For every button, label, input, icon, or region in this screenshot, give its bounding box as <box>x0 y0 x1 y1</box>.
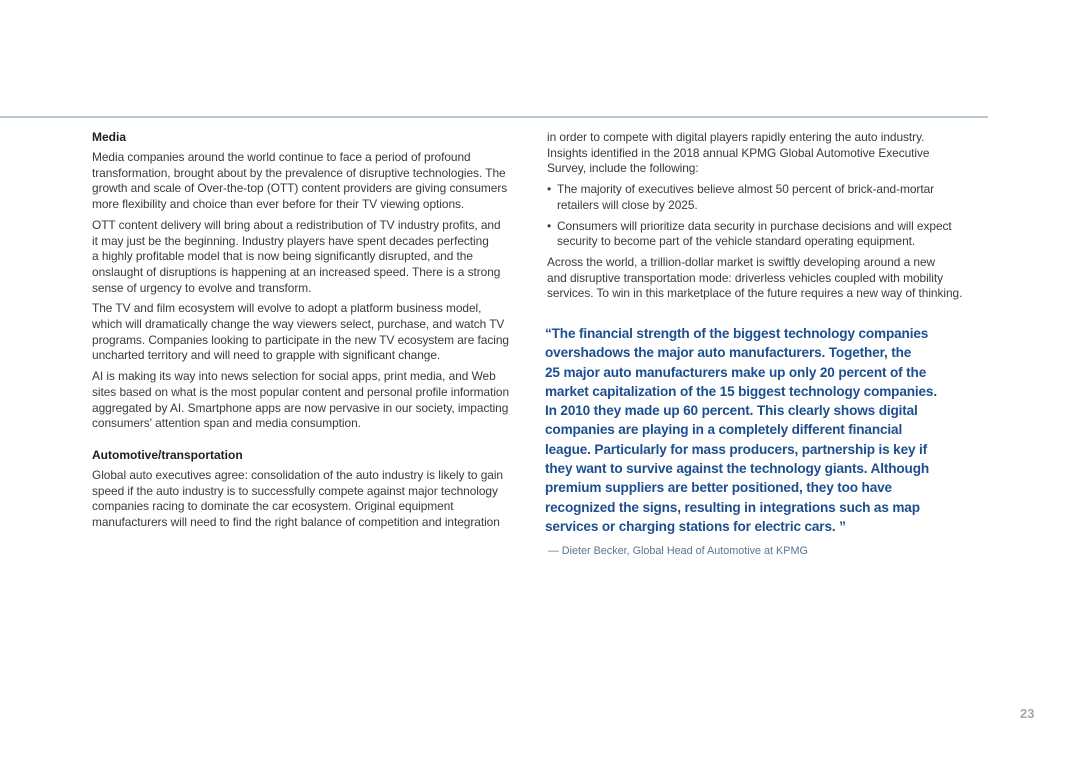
paragraph <box>92 218 509 297</box>
media-section <box>92 150 509 432</box>
text-line: manufacturers will need to find the right balance of competition and integration <box>92 515 500 530</box>
text-line: aggregated by AI. Smartphone apps are now pervasive in our society, impacting <box>92 400 509 415</box>
pull-quote <box>545 324 937 536</box>
text-line: which will dramatically change the way viewers select, purchase, and watch TV <box>92 317 505 332</box>
text-line: The TV and film ecosystem will evolve to adopt a platform business model, <box>92 301 482 316</box>
text-line: it may just be the beginning. Industry players have spent decades perfecting <box>92 233 489 248</box>
text-line: security to become part of the vehicle standard operating equipment. <box>557 234 916 249</box>
quote-line: premium suppliers are better positioned, they too have <box>545 480 892 496</box>
text-line: Media companies around the world continue to face a period of profound <box>92 150 471 164</box>
text-line: growth and scale of Over-the-top (OTT) content providers are giving consumers <box>92 181 508 196</box>
closing-paragraph <box>547 255 962 302</box>
paragraph <box>92 150 509 213</box>
text-line: sites based on what is the most popular content and personal profile information <box>92 384 510 399</box>
text-line: consumers' attention span and media consumption. <box>92 416 361 431</box>
text-line: Insights identified in the 2018 annual KPMG Global Automotive Executive <box>547 145 930 160</box>
text-line: a highly profitable model that is now being significantly disrupted, and the <box>92 249 473 264</box>
text-line: uncharted territory and will need to grapple with significant change. <box>92 348 441 363</box>
text-line: services. To win in this marketplace of the future requires a new way of thinking. <box>547 286 963 301</box>
automotive-heading: Automotive/transportation <box>92 447 243 462</box>
text-line: speed if the auto industry is to successfully compete against major technology <box>92 483 498 498</box>
quote-attribution: — Dieter Becker, Global Head of Automotive at KPMG <box>548 545 808 557</box>
text-line: sense of urgency to evolve and transform. <box>92 280 312 295</box>
text-line: Survey, include the following: <box>547 161 699 176</box>
text-line: and disruptive transportation mode: driverless vehicles coupled with mobility <box>547 270 944 285</box>
text-line: OTT content delivery will bring about a redistribution of TV industry profits, and <box>92 217 501 232</box>
quote-line: “The financial strength of the biggest technology companies <box>545 326 929 341</box>
text-line: • The majority of executives believe almost 50 percent of brick-and-mortar <box>547 182 962 198</box>
quote-line: league. Particularly for mass producers, partnership is key if <box>545 441 928 457</box>
page-number: 23 <box>1020 706 1035 721</box>
quote-line: market capitalization of the 15 biggest technology companies. <box>545 383 937 399</box>
text-line: Across the world, a trillion-dollar market is swiftly developing around a new <box>547 254 936 269</box>
quote-line: companies are playing in a completely different financial <box>545 422 903 438</box>
quote-line: recognized the signs, resulting in integrations such as map <box>545 499 920 515</box>
text-line: programs. Companies looking to participate in the new TV ecosystem are facing <box>92 332 509 347</box>
text-line: retailers will close by 2025. <box>557 197 698 212</box>
bullet-item <box>547 219 962 250</box>
text-line: Global auto executives agree: consolidation of the auto industry is likely to gain <box>92 467 503 482</box>
quote-line: In 2010 they made up 60 percent. This clearly shows digital <box>545 403 918 419</box>
text-line: more flexibility and choice than ever before for their TV viewing options. <box>92 197 465 212</box>
bullet-item <box>547 182 962 213</box>
right-column <box>547 130 962 307</box>
quote-line: 25 major auto manufacturers make up only 20 percent of the <box>545 364 927 380</box>
text-line: AI is making its way into news selection for social apps, print media, and Web <box>92 369 496 384</box>
text-line: transformation, brought about by the prevalence of disruptive technologies. The <box>92 165 506 180</box>
bullet-list <box>547 182 962 250</box>
text-line: onslaught of disruptions is happening at an increased speed. There is a strong <box>92 264 501 279</box>
quote-line: they want to survive against the technology giants. Although <box>545 461 929 477</box>
quote-line: overshadows the major auto manufacturers. Together, the <box>545 345 912 361</box>
header-rule <box>0 116 988 118</box>
media-heading: Media <box>92 130 127 144</box>
text-line: companies racing to dominate the car ecosystem. Original equipment <box>92 499 454 514</box>
intro-paragraph <box>547 130 962 177</box>
text-line: • Consumers will prioritize data security in purchase decisions and will expect <box>547 219 962 235</box>
text-line: in order to compete with digital players rapidly entering the auto industry. <box>547 130 925 144</box>
quote-line: services or charging stations for electric cars. ” <box>545 518 846 534</box>
paragraph <box>92 369 509 432</box>
automotive-paragraph <box>92 468 509 531</box>
paragraph <box>92 301 509 364</box>
left-column <box>92 129 509 536</box>
